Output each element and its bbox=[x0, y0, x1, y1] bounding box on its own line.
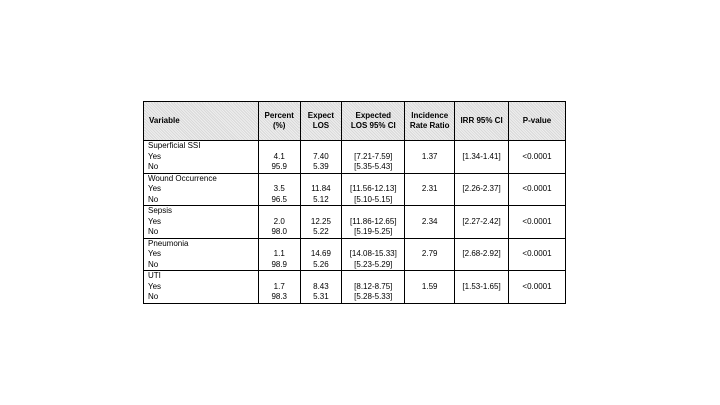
percent-yes: 4.1 bbox=[273, 151, 285, 161]
irr-value: 2.79 bbox=[421, 249, 438, 258]
percent-cell bbox=[258, 238, 300, 271]
row-label-yes: Yes bbox=[148, 249, 162, 258]
variable-cell bbox=[144, 271, 259, 304]
variable-cell bbox=[144, 173, 259, 206]
los-no: 5.26 bbox=[313, 259, 329, 269]
irr-ci-cell bbox=[455, 238, 509, 271]
spacer bbox=[342, 239, 404, 250]
spacer bbox=[259, 174, 300, 185]
variable-cell bbox=[144, 238, 259, 271]
header-irr-ci: IRR 95% CI bbox=[455, 102, 509, 141]
los-yes: 11.84 bbox=[311, 184, 331, 193]
pvalue-cell bbox=[509, 173, 566, 206]
percent-no: 95.9 bbox=[271, 162, 288, 171]
spacer bbox=[342, 174, 404, 185]
variable-cell bbox=[144, 141, 259, 174]
ci-yes: [8.12-8.75] bbox=[354, 281, 393, 291]
percent-yes: 3.5 bbox=[273, 184, 285, 193]
irr-ci-value: [1.53-1.65] bbox=[462, 281, 501, 291]
irr-ci-value: [2.27-2.42] bbox=[462, 216, 501, 226]
irr-value: 2.34 bbox=[421, 216, 438, 226]
percent-no: 98.3 bbox=[271, 292, 288, 301]
header-expected-ci: Expected LOS 95% CI bbox=[342, 102, 405, 141]
expect-los-cell bbox=[300, 141, 342, 174]
spacer bbox=[342, 206, 404, 217]
expect-los-cell bbox=[300, 173, 342, 206]
irr-ci-cell bbox=[455, 173, 509, 206]
spacer bbox=[301, 174, 342, 185]
expect-los-cell bbox=[300, 206, 342, 239]
spacer bbox=[259, 271, 300, 282]
expected-ci-cell bbox=[342, 271, 405, 304]
irr-cell bbox=[405, 238, 455, 271]
percent-yes: 1.7 bbox=[273, 281, 285, 291]
los-yes: 8.43 bbox=[313, 281, 329, 291]
percent-no: 98.0 bbox=[271, 227, 288, 236]
spacer bbox=[509, 174, 565, 185]
row-label-no: No bbox=[148, 292, 159, 301]
los-no: 5.22 bbox=[313, 227, 329, 236]
spacer bbox=[509, 141, 565, 152]
percent-yes: 1.1 bbox=[273, 249, 285, 258]
los-no: 5.39 bbox=[313, 162, 329, 171]
variable-name: Superficial SSI bbox=[148, 141, 201, 150]
ci-yes: [14.08-15.33] bbox=[349, 249, 397, 258]
row-label-yes: Yes bbox=[148, 216, 162, 226]
spacer bbox=[342, 141, 404, 152]
percent-cell bbox=[258, 173, 300, 206]
table-body bbox=[144, 141, 566, 304]
ci-no: [5.28-5.33] bbox=[354, 292, 393, 301]
header-irr: Incidence Rate Ratio bbox=[405, 102, 455, 141]
header-pvalue: P-value bbox=[509, 102, 566, 141]
spacer bbox=[259, 239, 300, 250]
variable-name: Pneumonia bbox=[148, 238, 189, 248]
percent-no: 98.9 bbox=[271, 259, 288, 269]
ci-yes: [11.56-12.13] bbox=[350, 184, 397, 193]
row-label-yes: Yes bbox=[148, 184, 162, 193]
irr-cell bbox=[405, 271, 455, 304]
expected-ci-cell bbox=[342, 173, 405, 206]
spacer bbox=[301, 271, 342, 282]
table-row bbox=[144, 206, 566, 239]
pvalue-value: <0.0001 bbox=[522, 249, 552, 258]
pvalue-cell bbox=[509, 238, 566, 271]
expected-ci-cell bbox=[342, 206, 405, 239]
los-no: 5.12 bbox=[313, 194, 329, 204]
table-row bbox=[144, 271, 566, 304]
percent-cell bbox=[258, 271, 300, 304]
irr-value: 1.59 bbox=[421, 281, 438, 291]
spacer bbox=[259, 206, 300, 217]
irr-cell bbox=[405, 206, 455, 239]
expected-ci-cell bbox=[342, 238, 405, 271]
header-expect-los: Expect LOS bbox=[300, 102, 342, 141]
ci-yes: [11.86-12.65] bbox=[350, 216, 397, 226]
ci-no: [5.35-5.43] bbox=[354, 162, 393, 171]
row-label-no: No bbox=[148, 162, 159, 171]
los-yes: 12.25 bbox=[310, 216, 331, 226]
percent-cell bbox=[258, 206, 300, 239]
spacer bbox=[301, 239, 342, 250]
spacer bbox=[509, 271, 565, 282]
pvalue-value: <0.0001 bbox=[522, 184, 552, 193]
spacer bbox=[342, 271, 404, 282]
spacer bbox=[455, 271, 508, 282]
spacer bbox=[405, 239, 454, 250]
pvalue-cell bbox=[509, 141, 566, 174]
spacer bbox=[405, 271, 454, 282]
variable-name: UTI bbox=[148, 271, 161, 280]
row-label-yes: Yes bbox=[148, 281, 162, 291]
variable-name: Sepsis bbox=[148, 206, 173, 215]
spacer bbox=[405, 141, 454, 152]
row-label-yes: Yes bbox=[148, 151, 162, 161]
table-row bbox=[144, 173, 566, 206]
ci-no: [5.23-5.29] bbox=[354, 259, 393, 269]
variable-name: Wound Occurrence bbox=[148, 173, 217, 183]
pvalue-cell bbox=[509, 206, 566, 239]
irr-ci-value: [1.34-1.41] bbox=[462, 151, 501, 161]
spacer bbox=[455, 174, 508, 185]
irr-ci-cell bbox=[455, 206, 509, 239]
expect-los-cell bbox=[300, 238, 342, 271]
los-yes: 7.40 bbox=[313, 151, 329, 161]
header-percent: Percent (%) bbox=[258, 102, 300, 141]
pvalue-cell bbox=[509, 271, 566, 304]
spacer bbox=[509, 239, 565, 250]
spacer bbox=[455, 239, 508, 250]
ci-yes: [7.21-7.59] bbox=[354, 151, 393, 161]
pvalue-value: <0.0001 bbox=[522, 281, 552, 291]
spacer bbox=[259, 141, 300, 152]
spacer bbox=[405, 206, 454, 217]
table-header bbox=[144, 102, 566, 141]
irr-cell bbox=[405, 141, 455, 174]
spacer bbox=[301, 206, 342, 217]
spacer bbox=[405, 174, 454, 185]
ci-no: [5.19-5.25] bbox=[354, 227, 393, 236]
ci-no: [5.10-5.15] bbox=[354, 194, 393, 204]
row-label-no: No bbox=[148, 259, 159, 269]
header-variable: Variable bbox=[144, 102, 259, 141]
expected-ci-cell bbox=[342, 141, 405, 174]
table-row bbox=[144, 141, 566, 174]
spacer bbox=[455, 206, 508, 217]
percent-yes: 2.0 bbox=[273, 216, 285, 226]
pvalue-value: <0.0001 bbox=[522, 216, 552, 226]
row-label-no: No bbox=[148, 194, 159, 204]
percent-no: 96.5 bbox=[271, 194, 288, 204]
los-results-table bbox=[143, 101, 566, 304]
irr-cell bbox=[405, 173, 455, 206]
irr-value: 1.37 bbox=[421, 151, 438, 161]
irr-ci-value: [2.26-2.37] bbox=[462, 184, 501, 193]
los-no: 5.31 bbox=[313, 292, 329, 301]
pvalue-value: <0.0001 bbox=[522, 151, 552, 161]
header-row bbox=[144, 102, 566, 141]
variable-cell bbox=[144, 206, 259, 239]
expect-los-cell bbox=[300, 271, 342, 304]
irr-ci-value: [2.68-2.92] bbox=[462, 249, 501, 258]
irr-ci-cell bbox=[455, 141, 509, 174]
spacer bbox=[509, 206, 565, 217]
spacer bbox=[301, 141, 342, 152]
los-yes: 14.69 bbox=[310, 249, 331, 258]
irr-ci-cell bbox=[455, 271, 509, 304]
row-label-no: No bbox=[148, 227, 159, 236]
table-row bbox=[144, 238, 566, 271]
irr-value: 2.31 bbox=[421, 184, 438, 193]
spacer bbox=[455, 141, 508, 152]
percent-cell bbox=[258, 141, 300, 174]
